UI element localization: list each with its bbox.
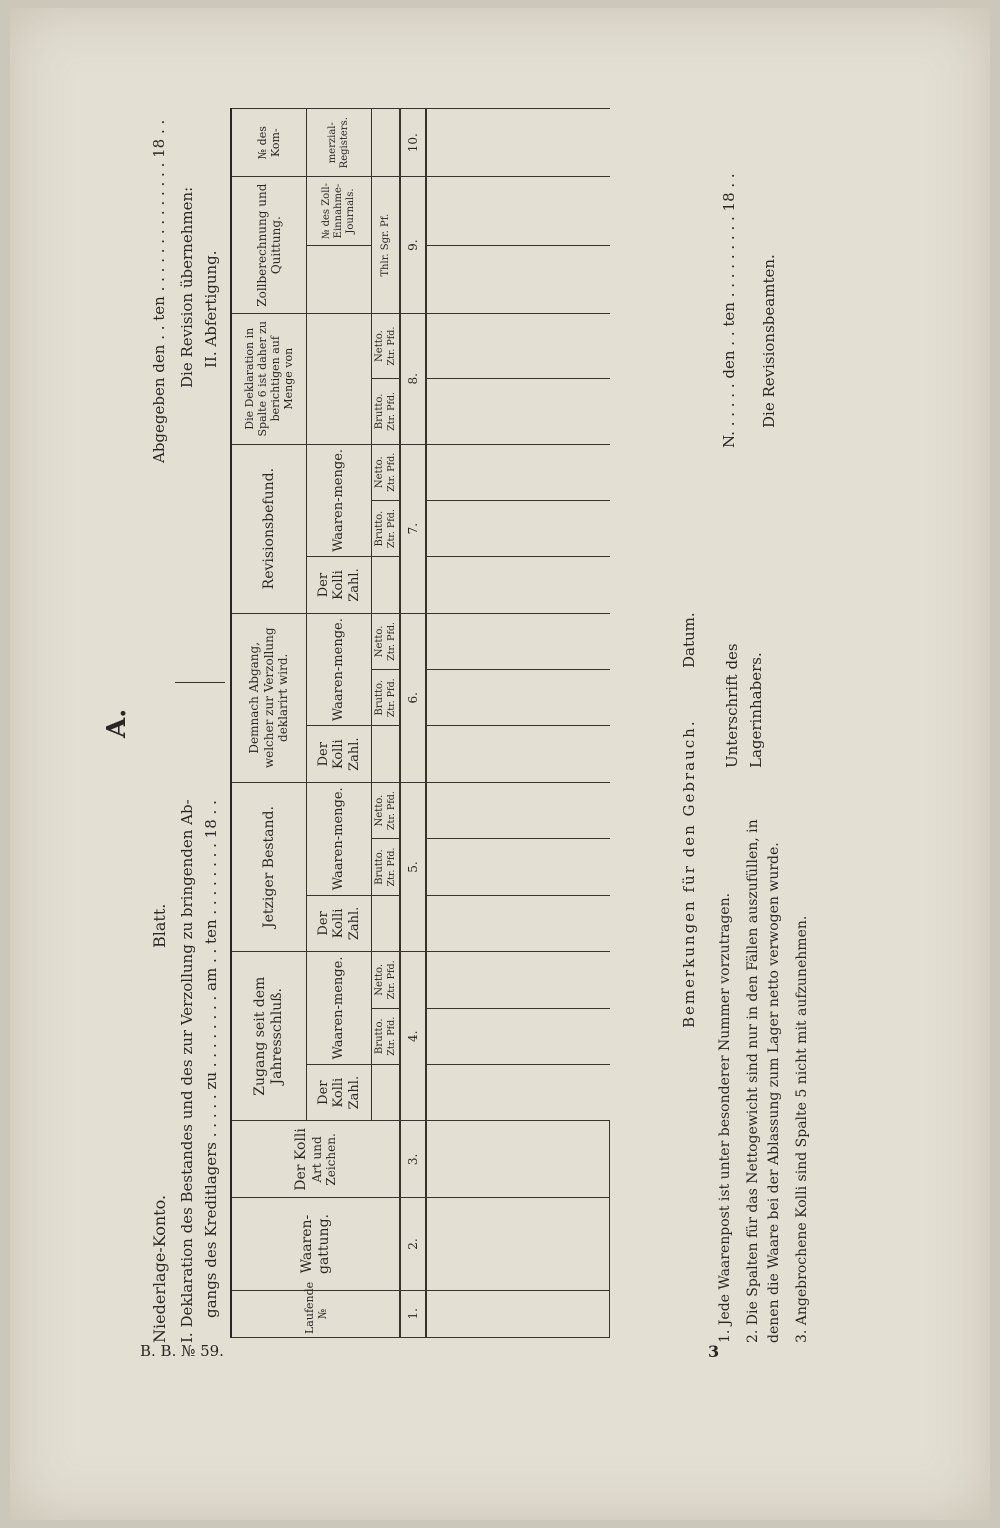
declaration-line-1: I. Deklaration des Bestandes und des zur Verzollung zu bringenden Ab-	[178, 799, 196, 1343]
table-row	[479, 109, 505, 1338]
deklaration-netto	[372, 313, 401, 378]
unit-label: Ztr. Pfd.	[386, 621, 397, 661]
unterschrift-text: Unterschrift des Lagerinhabers.	[723, 643, 765, 768]
zugang-kolli-zahl: Der Kolli Zahl.	[307, 1064, 372, 1120]
col-art-label: Art und Zeichen.	[309, 1133, 339, 1186]
demnach-brutto	[372, 670, 401, 726]
col-kolli-label: Der Kolli	[292, 1128, 309, 1191]
col-number-3: 3.	[400, 1121, 426, 1198]
demnach-waarenmenge: Waaren-menge.	[307, 613, 372, 726]
jetziger-waarenmenge: Waaren-menge.	[307, 782, 372, 895]
netto-label: Netto.	[374, 330, 385, 362]
brutto-label: Brutto.	[374, 510, 385, 547]
note-item-1: 1. Jede Waarenpost ist unter besonderer Nummer vorzutragen.	[717, 892, 733, 1343]
unterschrift-label	[720, 578, 768, 768]
declaration-table	[230, 108, 610, 1338]
group-revisionsbefund: Revisionsbefund.	[231, 444, 307, 613]
unit-label: Ztr. Pfd.	[386, 391, 397, 431]
netto-label: Netto.	[374, 963, 385, 996]
unit-label: Ztr. Pfd.	[386, 509, 397, 549]
notes-list	[715, 783, 820, 1343]
brutto-label: Brutto.	[374, 393, 385, 430]
jetziger-zahl-blank	[372, 895, 401, 951]
netto-label: Netto.	[374, 794, 385, 827]
kom-blank	[372, 109, 401, 177]
unit-label: Ztr. Pfd.	[386, 791, 397, 831]
col-number-7: 7.	[400, 444, 426, 613]
table-row	[453, 109, 479, 1338]
col-number-2: 2.	[400, 1198, 426, 1290]
col-number-8: 8.	[400, 313, 426, 444]
revision-zahl-blank	[372, 557, 401, 613]
revision-netto	[372, 444, 401, 500]
revisionsbeamten-label: Die Revisionsbeamten.	[760, 254, 778, 428]
group-demnach-abgang: Demnach Abgang, welcher zur Verzollung deklarirt wird.	[231, 613, 307, 782]
abgegeben-line: Abgegeben den . . ten . . . . . . . . . . . . . . 18 . .	[150, 119, 168, 463]
table-row	[531, 109, 557, 1338]
revision-waarenmenge: Waaren-menge.	[307, 444, 372, 557]
unit-label: Ztr. Pfd.	[386, 326, 397, 366]
header-divider	[175, 682, 225, 683]
col-waarengattung: Waaren-gattung.	[231, 1198, 400, 1290]
col-number-4: 4.	[400, 952, 426, 1121]
unit-label: Ztr. Pfd.	[386, 847, 397, 887]
col-number-5: 5.	[400, 782, 426, 951]
jetziger-brutto	[372, 839, 401, 895]
unit-label: Ztr. Pfd.	[386, 678, 397, 718]
group-zollberechnung: Zollberechnung und Quittung.	[231, 177, 307, 314]
jetziger-kolli-zahl: Der Kolli Zahl.	[307, 895, 372, 951]
brutto-label: Brutto.	[374, 679, 385, 716]
col-kommerzial-register-sub: merzial-Registers.	[307, 109, 372, 177]
col-kolli-art	[231, 1121, 400, 1198]
notes-title: Bemerkungen für den Gebrauch.	[680, 719, 698, 1028]
netto-label: Netto.	[374, 456, 385, 489]
col-number-6: 6.	[400, 613, 426, 782]
table-row	[505, 109, 531, 1338]
revision-kolli-zahl: Der Kolli Zahl.	[307, 557, 372, 613]
n-date-line: N. . . . . . den . . ten . . . . . . . . . 18 . .	[720, 173, 738, 448]
datum-label: Datum.	[680, 612, 698, 668]
col-laufende-nummer: Laufende №	[231, 1290, 400, 1337]
revision-line: Die Revision übernehmen:	[178, 186, 196, 388]
konto-title: Niederlage-Konto.	[150, 1194, 169, 1343]
unit-label: Ztr. Pfd.	[386, 452, 397, 492]
zugang-brutto	[372, 1008, 401, 1064]
unit-label: Ztr. Pfd.	[386, 1016, 397, 1056]
revision-brutto	[372, 500, 401, 556]
col-number-10: 10.	[400, 109, 426, 177]
jetziger-netto	[372, 782, 401, 838]
center-letter: A.	[102, 708, 132, 738]
group-zugang: Zugang seit dem Jahresschluß.	[231, 952, 307, 1121]
zugang-zahl-blank	[372, 1064, 401, 1120]
netto-label: Netto.	[374, 625, 385, 658]
brutto-label: Brutto.	[374, 849, 385, 885]
deklaration-brutto	[372, 379, 401, 444]
unit-label: Ztr. Pfd.	[386, 960, 397, 1000]
table-row	[583, 109, 610, 1338]
col-kommerzial-register: № des Kom-	[231, 109, 307, 177]
zugang-waarenmenge: Waaren-menge.	[307, 952, 372, 1065]
declaration-line-2: gangs des Kreditlagers . . . . . zu . . . . . . . . am . . ten . . . . . . . . 18 . .	[202, 800, 220, 1318]
zoll-blank	[307, 245, 372, 313]
page-number: 3	[708, 1342, 720, 1361]
note-item-3: 3. Angebrochene Kolli sind Spalte 5 nicht mit aufzunehmen.	[794, 915, 811, 1343]
blatt-label: Blatt.	[150, 903, 169, 948]
col-number-1: 1.	[400, 1290, 426, 1337]
table-row	[557, 109, 583, 1338]
demnach-zahl-blank	[372, 726, 401, 782]
demnach-kolli-zahl: Der Kolli Zahl.	[307, 726, 372, 782]
note-item-2: 2. Die Spalten für das Nettogewicht sind nur in den Fällen auszufüllen, in denen die Waare bei der Ablassung zum Lager netto verwogen wurde.	[744, 819, 783, 1343]
table-row	[426, 109, 453, 1338]
col-number-9: 9.	[400, 177, 426, 314]
rotated-form	[40, 28, 960, 1528]
deklaration-blank	[307, 313, 372, 444]
col-zolleinnahme-journal: № des Zoll-Einnahme-Journals.	[307, 177, 372, 245]
group-jetziger-bestand: Jetziger Bestand.	[231, 782, 307, 951]
demnach-netto	[372, 613, 401, 669]
zoll-money-units: Thlr. Sgr. Pf.	[372, 177, 401, 314]
abfertigung-label: II. Abfertigung.	[202, 250, 220, 368]
group-deklaration-berichtigung: Die Deklaration in Spalte 6 ist daher zu berichtigen auf Menge von	[231, 313, 307, 444]
form-code: B. B. № 59.	[140, 1342, 224, 1360]
brutto-label: Brutto.	[374, 1018, 385, 1055]
zugang-netto	[372, 952, 401, 1008]
